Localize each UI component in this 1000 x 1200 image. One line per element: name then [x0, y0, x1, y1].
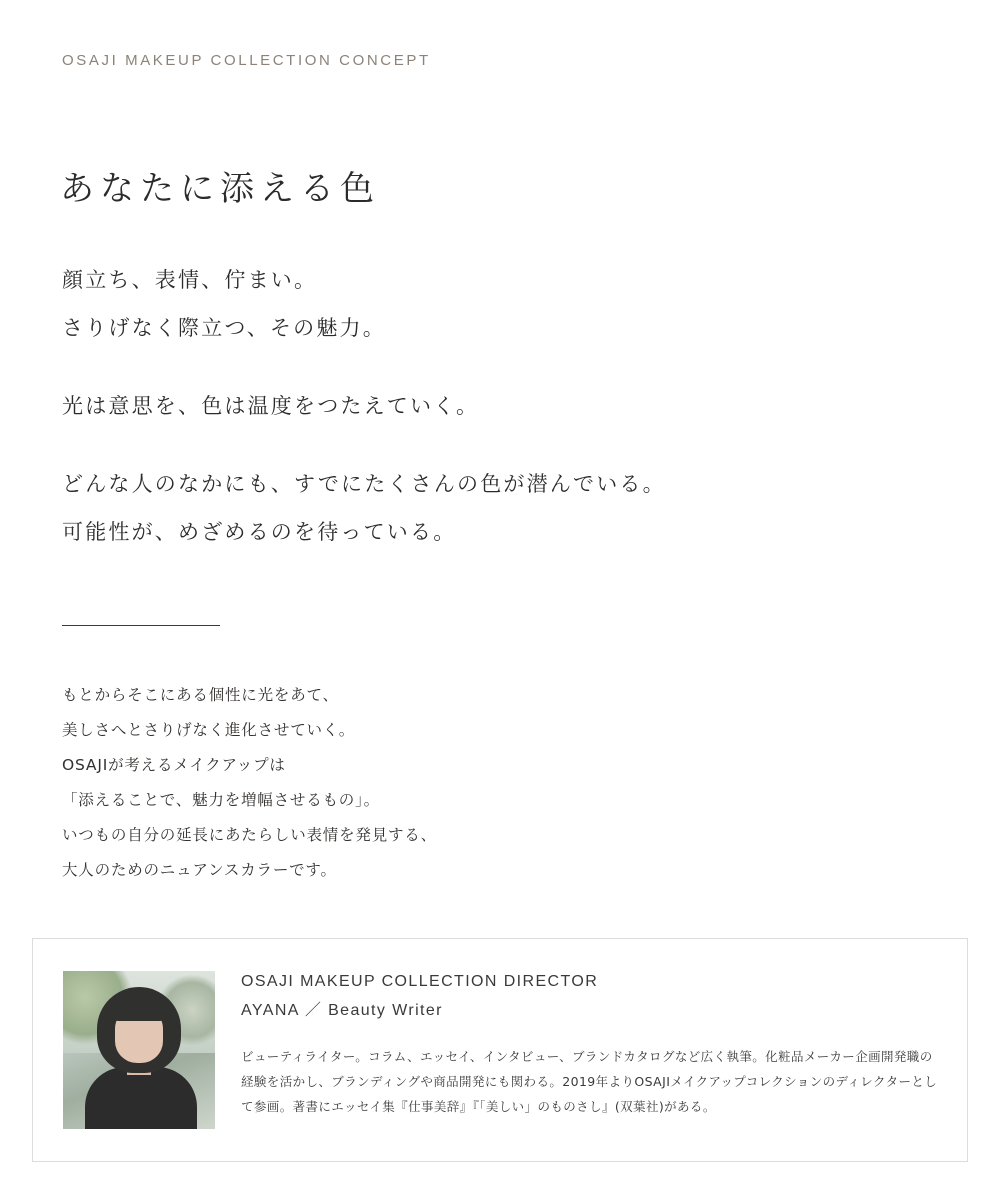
avatar [63, 971, 215, 1129]
profile-name: AYANA ／ Beauty Writer [241, 1002, 443, 1019]
profile-role: OSAJI MAKEUP COLLECTION DIRECTOR [241, 973, 599, 990]
page-title: あなたに添える色 [60, 168, 380, 209]
lede-block: どんな人のなかにも、すでにたくさんの色が潜んでいる。 可能性が、めざめるのを待っている。 [62, 472, 666, 544]
avatar-body [85, 1067, 197, 1129]
lede-block: 顔立ち、表情、佇まい。 さりげなく際立つ、その魅力。 [62, 268, 386, 340]
profile-bio: ビューティライター。コラム、エッセイ、インタビュー、ブランドカタログなど広く執筆。化粧品メーカー企画開発職の経験を活かし、ブランディングや商品開発にも関わる。2019年よりOSAJIメイクアップコレクションのディレクターとして参画。著書にエッセイ集『仕事美辞』『「美しい」のものさし』(双葉社)がある。 [241, 1049, 938, 1114]
director-profile-card [32, 938, 968, 1162]
lede-copy [62, 256, 882, 556]
lede-block: 光は意思を、色は温度をつたえていく。 [62, 394, 480, 418]
divider-rule [62, 625, 220, 626]
body-copy: もとからそこにある個性に光をあて、 美しさへとさりげなく進化させていく。 OSAJIが考えるメイクアップは 「添えることで、魅力を増幅させるもの」。 いつもの自分の延長にあたらしい表情を発見する、 大人のためのニュアンスカラーです。 [62, 686, 437, 879]
page-eyebrow: OSAJI MAKEUP COLLECTION CONCEPT [62, 52, 431, 69]
avatar-fringe [109, 995, 169, 1021]
profile-text [215, 971, 941, 1129]
